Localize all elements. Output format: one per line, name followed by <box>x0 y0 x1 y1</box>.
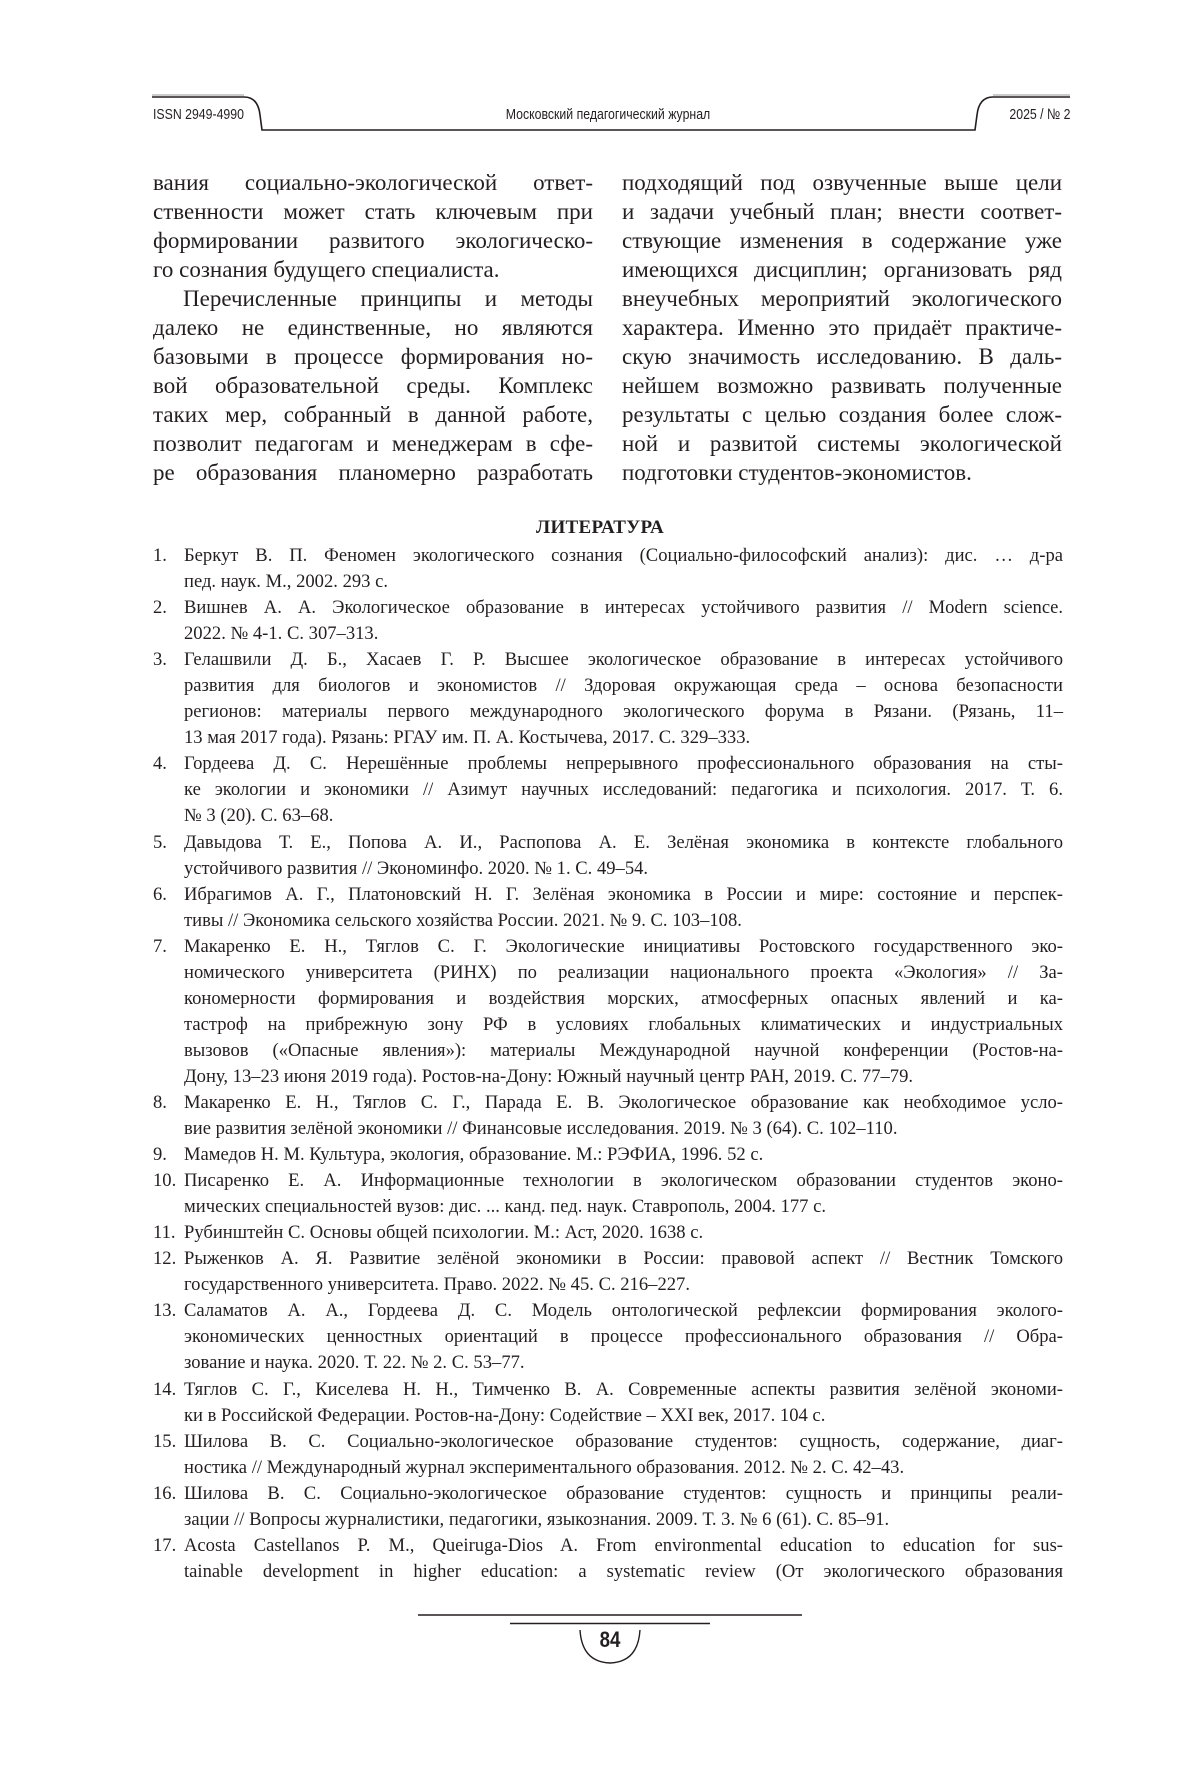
reference-number: 5. <box>153 830 167 856</box>
reference-item <box>153 1246 1063 1298</box>
reference-number: 17. <box>153 1533 176 1559</box>
reference-line: вие развития зелёной экономики // Финансовые исследования. 2019. № 3 (64). С. 102–110. <box>184 1116 1063 1142</box>
text-line: внеучебных мероприятий экологического <box>622 284 1062 313</box>
reference-item <box>153 882 1063 934</box>
body-column-left <box>153 168 593 487</box>
running-header <box>0 0 1200 160</box>
reference-line: Рубинштейн С. Основы общей психологии. М.: Аст, 2020. 1638 с. <box>184 1220 1063 1246</box>
text-line: скую значимость исследованию. В даль- <box>622 342 1062 371</box>
reference-line: государственного университета. Право. 2022. № 45. С. 216–227. <box>184 1272 1063 1298</box>
text-line: имеющихся дисциплин; организовать ряд <box>622 255 1062 284</box>
header-frame <box>0 0 1200 160</box>
reference-item <box>153 1533 1063 1585</box>
reference-line: вызовов («Опасные явления»): материалы Международной научной конференции (Ростов-на- <box>184 1038 1063 1064</box>
text-line: ре образования планомерно разработать <box>153 458 593 487</box>
reference-number: 11. <box>153 1220 176 1246</box>
reference-line: Гордеева Д. С. Нерешённые проблемы непрерывного профессионального образования на сты- <box>184 751 1063 777</box>
reference-line: ки в Российской Федерации. Ростов-на-Дону: Содействие – XXI век, 2017. 104 с. <box>184 1403 1063 1429</box>
reference-line: 2022. № 4-1. С. 307–313. <box>184 621 1063 647</box>
reference-line: развития для биологов и экономистов // Здоровая окружающая среда – основа безопасности <box>184 673 1063 699</box>
text-line: базовыми в процессе формирования но- <box>153 342 593 371</box>
reference-number: 8. <box>153 1090 167 1116</box>
text-line: далеко не единственные, но являются <box>153 313 593 342</box>
reference-line: экономических ценностных ориентаций в процессе профессионального образования // Обра- <box>184 1324 1063 1350</box>
reference-number: 3. <box>153 647 167 673</box>
reference-line: Макаренко Е. Н., Тяглов С. Г., Парада Е. В. Экологическое образование как необходимое усло- <box>184 1090 1063 1116</box>
reference-line: Гелашвили Д. Б., Хасаев Г. Р. Высшее экологическое образование в интересах устойчивого <box>184 647 1063 673</box>
reference-item <box>153 1298 1063 1376</box>
text-line: Перечисленные принципы и методы <box>153 284 593 313</box>
reference-line: Шилова В. С. Социально-экологическое образование студентов: сущность, содержание, диаг- <box>184 1429 1063 1455</box>
references-heading: ЛИТЕРАТУРА <box>0 517 1200 539</box>
reference-line: зации // Вопросы журналистики, педагогики, языкознания. 2009. Т. 3. № 6 (61). С. 85–91. <box>184 1507 1063 1533</box>
reference-line: Макаренко Е. Н., Тяглов С. Г. Экологические инициативы Ростовского государственного эко- <box>184 934 1063 960</box>
reference-number: 14. <box>153 1377 176 1403</box>
reference-number: 16. <box>153 1481 176 1507</box>
reference-number: 7. <box>153 934 167 960</box>
reference-line: Ибрагимов А. Г., Платоновский Н. Г. Зелёная экономика в России и мире: состояние и перспек- <box>184 882 1063 908</box>
reference-line: Мамедов Н. М. Культура, экология, образование. М.: РЭФИА, 1996. 52 с. <box>184 1142 1063 1168</box>
reference-item <box>153 934 1063 1090</box>
text-line: и задачи учебный план; внести соответ- <box>622 197 1062 226</box>
reference-line: Дону, 13–23 июня 2019 года). Ростов-на-Дону: Южный научный центр РАН, 2019. С. 77–79. <box>184 1064 1063 1090</box>
journal-title: Московский педагогический журнал <box>109 106 1106 123</box>
reference-item <box>153 1090 1063 1142</box>
reference-item <box>153 1168 1063 1220</box>
reference-item <box>153 543 1063 595</box>
reference-line: зование и наука. 2020. Т. 22. № 2. С. 53–77. <box>184 1350 1063 1376</box>
reference-line: Рыженков А. Я. Развитие зелёной экономики в России: правовой аспект // Вестник Томского <box>184 1246 1063 1272</box>
text-line: результаты с целью создания более слож- <box>622 400 1062 429</box>
reference-line: мических специальностей вузов: дис. ... канд. пед. наук. Ставрополь, 2004. 177 с. <box>184 1194 1063 1220</box>
reference-number: 10. <box>153 1168 176 1194</box>
reference-line: тивы // Экономика сельского хозяйства России. 2021. № 9. С. 103–108. <box>184 908 1063 934</box>
reference-number: 6. <box>153 882 167 908</box>
reference-line: регионов: материалы первого международного экологического форума в Рязани. (Рязань, 11– <box>184 699 1063 725</box>
reference-line: ностика // Международный журнал экспериментального образования. 2012. № 2. С. 42–43. <box>184 1455 1063 1481</box>
reference-line: Саламатов А. А., Гордеева Д. С. Модель онтологической рефлексии формирования эколого- <box>184 1298 1063 1324</box>
issue-number: 2025 / № 2 <box>1009 106 1070 123</box>
references-list <box>153 543 1063 1585</box>
text-line: характера. Именно это придаёт практиче- <box>622 313 1062 342</box>
reference-item <box>153 1377 1063 1429</box>
reference-item <box>153 830 1063 882</box>
reference-number: 2. <box>153 595 167 621</box>
reference-line: тастроф на прибрежную зону РФ в условиях глобальных климатических и индустриальных <box>184 1012 1063 1038</box>
reference-item <box>153 1142 1063 1168</box>
reference-number: 9. <box>153 1142 167 1168</box>
reference-line: Шилова В. С. Социально-экологическое образование студентов: сущность и принципы реали- <box>184 1481 1063 1507</box>
page-number: 84 <box>585 1627 636 1653</box>
text-line: ствующие изменения в содержание уже <box>622 226 1062 255</box>
reference-item <box>153 1481 1063 1533</box>
reference-line: № 3 (20). С. 63–68. <box>184 803 1063 829</box>
text-line: вания социально-экологической ответ- <box>153 168 593 197</box>
reference-line: Писаренко Е. А. Информационные технологии в экологическом образовании студентов эконо- <box>184 1168 1063 1194</box>
text-line: ственности может стать ключевым при <box>153 197 593 226</box>
text-line: нейшем возможно развивать полученные <box>622 371 1062 400</box>
text-line: ной и развитой системы экологической <box>622 429 1062 458</box>
reference-line: tainable development in higher education: a systematic review (От экологического образования <box>184 1559 1063 1585</box>
text-line: позволит педагогам и менеджерам в сфе- <box>153 429 593 458</box>
reference-line: кономерности формирования и воздействия морских, атмосферных опасных явлений и ка- <box>184 986 1063 1012</box>
reference-line: Беркут В. П. Феномен экологического сознания (Социально-философский анализ): дис. … д-ра <box>184 543 1063 569</box>
reference-line: устойчивого развития // Экономинфо. 2020. № 1. С. 49–54. <box>184 856 1063 882</box>
text-line: подготовки студентов-экономистов. <box>622 458 1062 487</box>
text-line: го сознания будущего специалиста. <box>153 255 593 284</box>
reference-item <box>153 751 1063 829</box>
reference-number: 12. <box>153 1246 176 1272</box>
reference-number: 13. <box>153 1298 176 1324</box>
issn: ISSN 2949-4990 <box>153 106 244 123</box>
body-column-right <box>622 168 1062 487</box>
reference-number: 1. <box>153 543 167 569</box>
text-line: вой образовательной среды. Комплекс <box>153 371 593 400</box>
text-line: формировании развитого экологическо- <box>153 226 593 255</box>
reference-line: ке экологии и экономики // Азимут научных исследований: педагогика и психология. 2017. Т. 6. <box>184 777 1063 803</box>
reference-item <box>153 647 1063 751</box>
reference-number: 4. <box>153 751 167 777</box>
reference-line: 13 мая 2017 года). Рязань: РГАУ им. П. А. Костычева, 2017. С. 329–333. <box>184 725 1063 751</box>
reference-line: Тяглов С. Г., Киселева Н. Н., Тимченко В. А. Современные аспекты развития зелёной экономи- <box>184 1377 1063 1403</box>
reference-item <box>153 1429 1063 1481</box>
reference-number: 15. <box>153 1429 176 1455</box>
reference-item <box>153 595 1063 647</box>
reference-line: Вишнев А. А. Экологическое образование в интересах устойчивого развития // Modern science. <box>184 595 1063 621</box>
reference-line: Давыдова Т. Е., Попова А. И., Распопова А. Е. Зелёная экономика в контексте глобального <box>184 830 1063 856</box>
reference-line: пед. наук. М., 2002. 293 с. <box>184 569 1063 595</box>
reference-line: номического университета (РИНХ) по реализации национального проекта «Экология» // За- <box>184 960 1063 986</box>
text-line: таких мер, собранный в данной работе, <box>153 400 593 429</box>
text-line: подходящий под озвученные выше цели <box>622 168 1062 197</box>
reference-line: Acosta Castellanos P. M., Queiruga-Dios A. From environmental education to education for sus- <box>184 1533 1063 1559</box>
reference-item <box>153 1220 1063 1246</box>
